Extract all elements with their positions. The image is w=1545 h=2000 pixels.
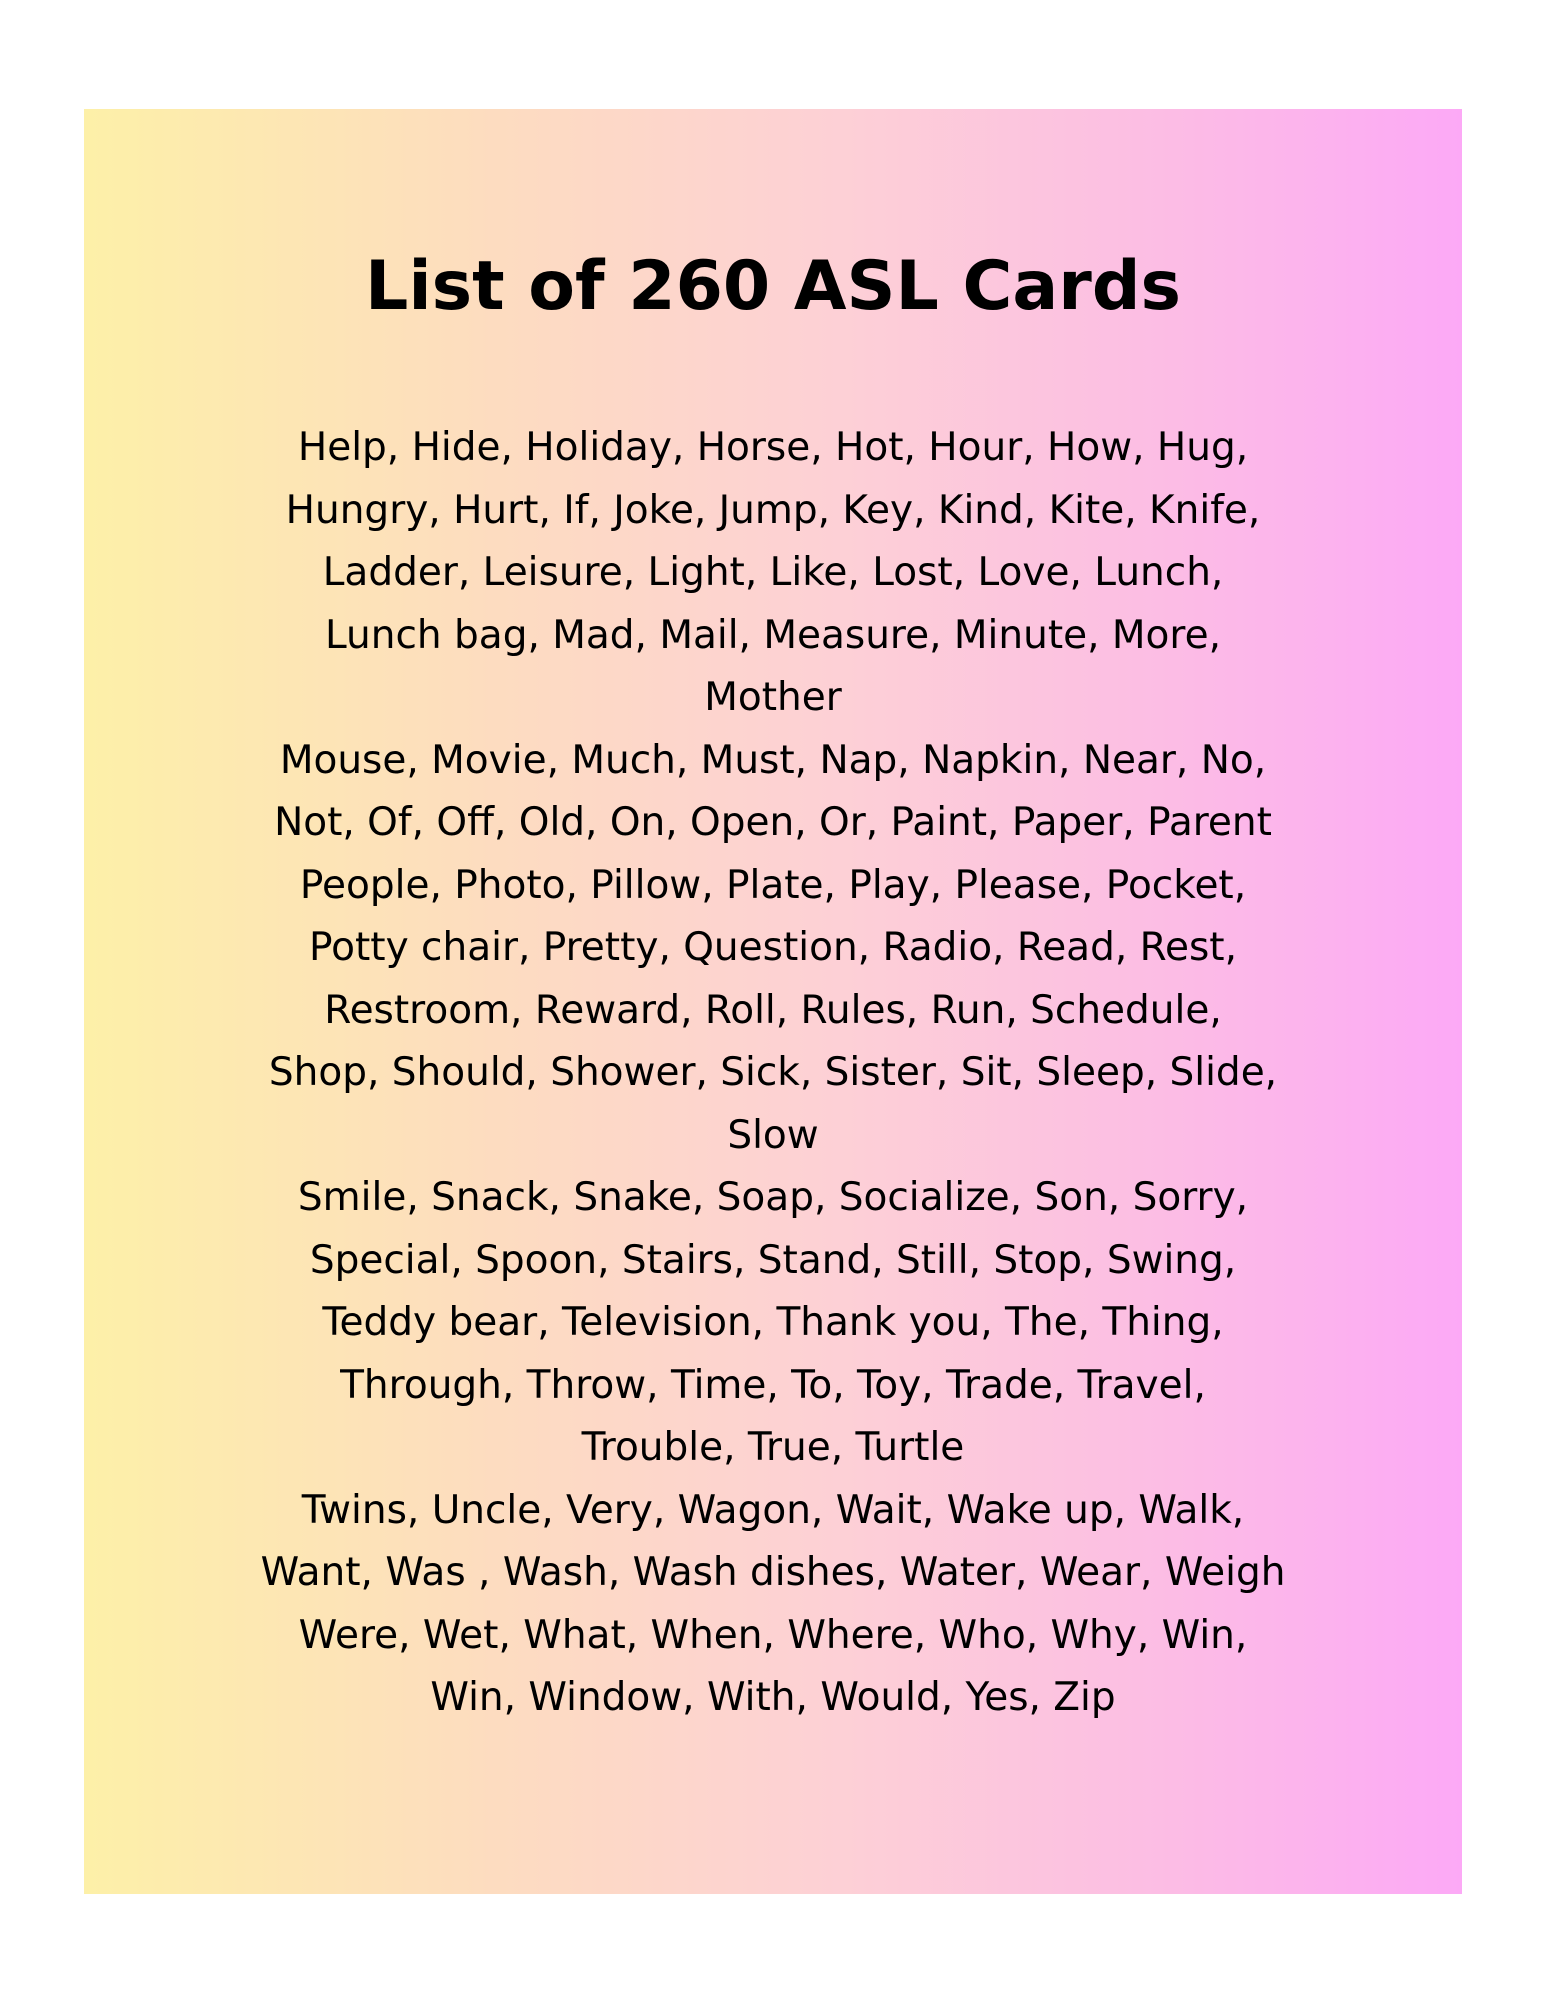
word-list-line: Potty chair, Pretty, Question, Radio, Read, Rest, [309, 925, 1237, 970]
word-list-line: Help, Hide, Holiday, Horse, Hot, Hour, How, Hug, [297, 425, 1249, 470]
word-list-line: Slow [727, 1112, 819, 1158]
word-list-line: Restroom, Reward, Roll, Rules, Run, Schedule, [324, 987, 1222, 1033]
word-list-line: Hungry, Hurt, If, Joke, Jump, Key, Kind, Kite, Knife, [285, 487, 1261, 533]
word-list-line: Win, Window, With, Would, Yes, Zip [430, 1675, 1116, 1720]
word-list-line: Not, Of, Off, Old, On, Open, Or, Paint, Paper, Parent [274, 800, 1272, 845]
word-list-line: Trouble, True, Turtle [581, 1425, 965, 1470]
word-list-line: Mouse, Movie, Much, Must, Nap, Napkin, Near, No, [279, 737, 1267, 783]
word-list-line: Ladder, Leisure, Light, Like, Lost, Love, Lunch, [322, 550, 1224, 595]
word-list-line: Shop, Should, Shower, Sick, Sister, Sit, Sleep, Slide, [268, 1050, 1278, 1095]
word-list-line: Were, Wet, What, When, Where, Who, Why, Win, [298, 1612, 1248, 1658]
word-list-line: Teddy bear, Television, Thank you, The, Thing, [322, 1300, 1224, 1345]
word-list-line: Twins, Uncle, Very, Wagon, Wait, Wake up, Walk, [301, 1487, 1245, 1533]
asl-card-panel [84, 109, 1462, 1894]
word-list-line: People, Photo, Pillow, Plate, Play, Please, Pocket, [299, 862, 1247, 908]
word-list-line: Smile, Snack, Snake, Soap, Socialize, Son, Sorry, [297, 1175, 1249, 1220]
word-list-line: Special, Spoon, Stairs, Stand, Still, Stop, Swing, [309, 1237, 1237, 1283]
word-list-line: Want, Was , Wash, Wash dishes, Water, Wear, Weigh [260, 1550, 1286, 1595]
word-list-line: Mother [704, 675, 842, 720]
word-list-line: Through, Throw, Time, To, Toy, Trade, Travel, [340, 1362, 1206, 1408]
page-title: List of 260 ASL Cards [365, 247, 1181, 326]
word-list-line: Lunch bag, Mad, Mail, Measure, Minute, More, [325, 612, 1221, 658]
word-list [154, 417, 1392, 1730]
